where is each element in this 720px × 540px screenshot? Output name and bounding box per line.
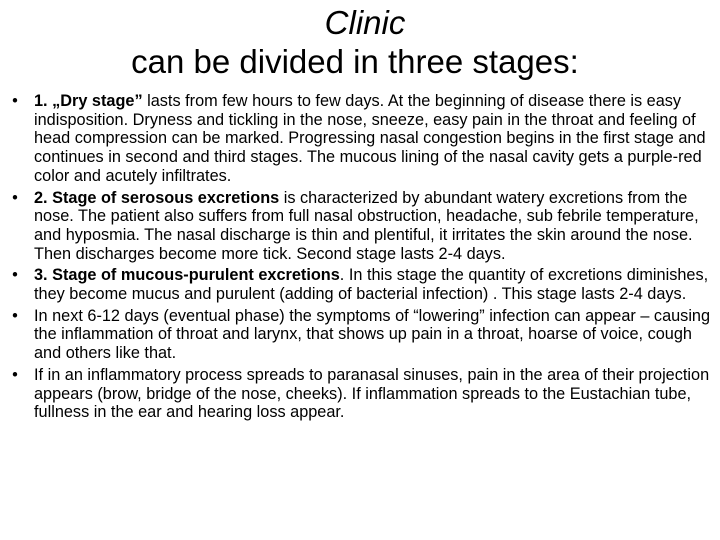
bullet-text: is characterized by abundant watery excretions from the nose. The patient also suffers from full nasal obstruction, headache, sub febrile temperature, and hyposmia. The nasal discharge is thin and plentiful, it irritates the skin around the nose. Then discharges become more tick. Second stage lasts 2-4 days. [34, 188, 699, 263]
bullet-heading: 3. Stage of mucous-purulent excretions [34, 266, 340, 285]
bullet-text: In next 6-12 days (eventual phase) the symptoms of “lowering” infection can appear – causing the inflammation of throat and larynx, that shows up pain in a throat, hoarse of voice, cough and others like that. [34, 306, 711, 363]
bullet-text: lasts from few hours to few days. At the beginning of disease there is easy indisposition. Dryness and tickling in the nose, sneeze, easy pain in the throat and feeling of head compression can be marked. Progressing nasal congestion begins in the first stage and continues in second and third stages. The mucous lining of the nasal cavity gets a purple-red color and acutely infiltrates. [34, 92, 706, 185]
bullet-icon: • [12, 266, 18, 285]
bullet-icon: • [12, 365, 18, 384]
bullet-heading: 1. „Dry stage” [34, 92, 143, 110]
bullet-icon: • [12, 188, 18, 207]
bullet-heading: 2. Stage of serosous excretions [34, 188, 280, 207]
bullet-icon: • [12, 306, 18, 325]
bullet-item-dry-stage [8, 92, 714, 186]
bullet-item-serosous-stage [8, 189, 714, 264]
slide-title [0, 4, 720, 82]
title-line-subtitle: can be divided in three stages: [131, 43, 579, 80]
bullet-item-eventual-phase [8, 307, 714, 363]
bullet-item-sinus-spread [8, 366, 714, 422]
bullet-list [8, 92, 714, 425]
bullet-item-mucous-purulent-stage [8, 266, 714, 303]
bullet-icon: • [12, 92, 18, 110]
bullet-text: . In this stage the quantity of excretions diminishes, they become mucus and purulent (adding of bacterial infection) . This stage lasts 2-4 days. [34, 266, 709, 304]
bullet-text: If in an inflammatory process spreads to paranasal sinuses, pain in the area of their projection appears (brow, bridge of the nose, cheeks). If inflammation spreads to the Eustachian tube, fullness in the ear and hearing loss appear. [34, 365, 710, 422]
title-line-clinic: Clinic [324, 4, 406, 41]
